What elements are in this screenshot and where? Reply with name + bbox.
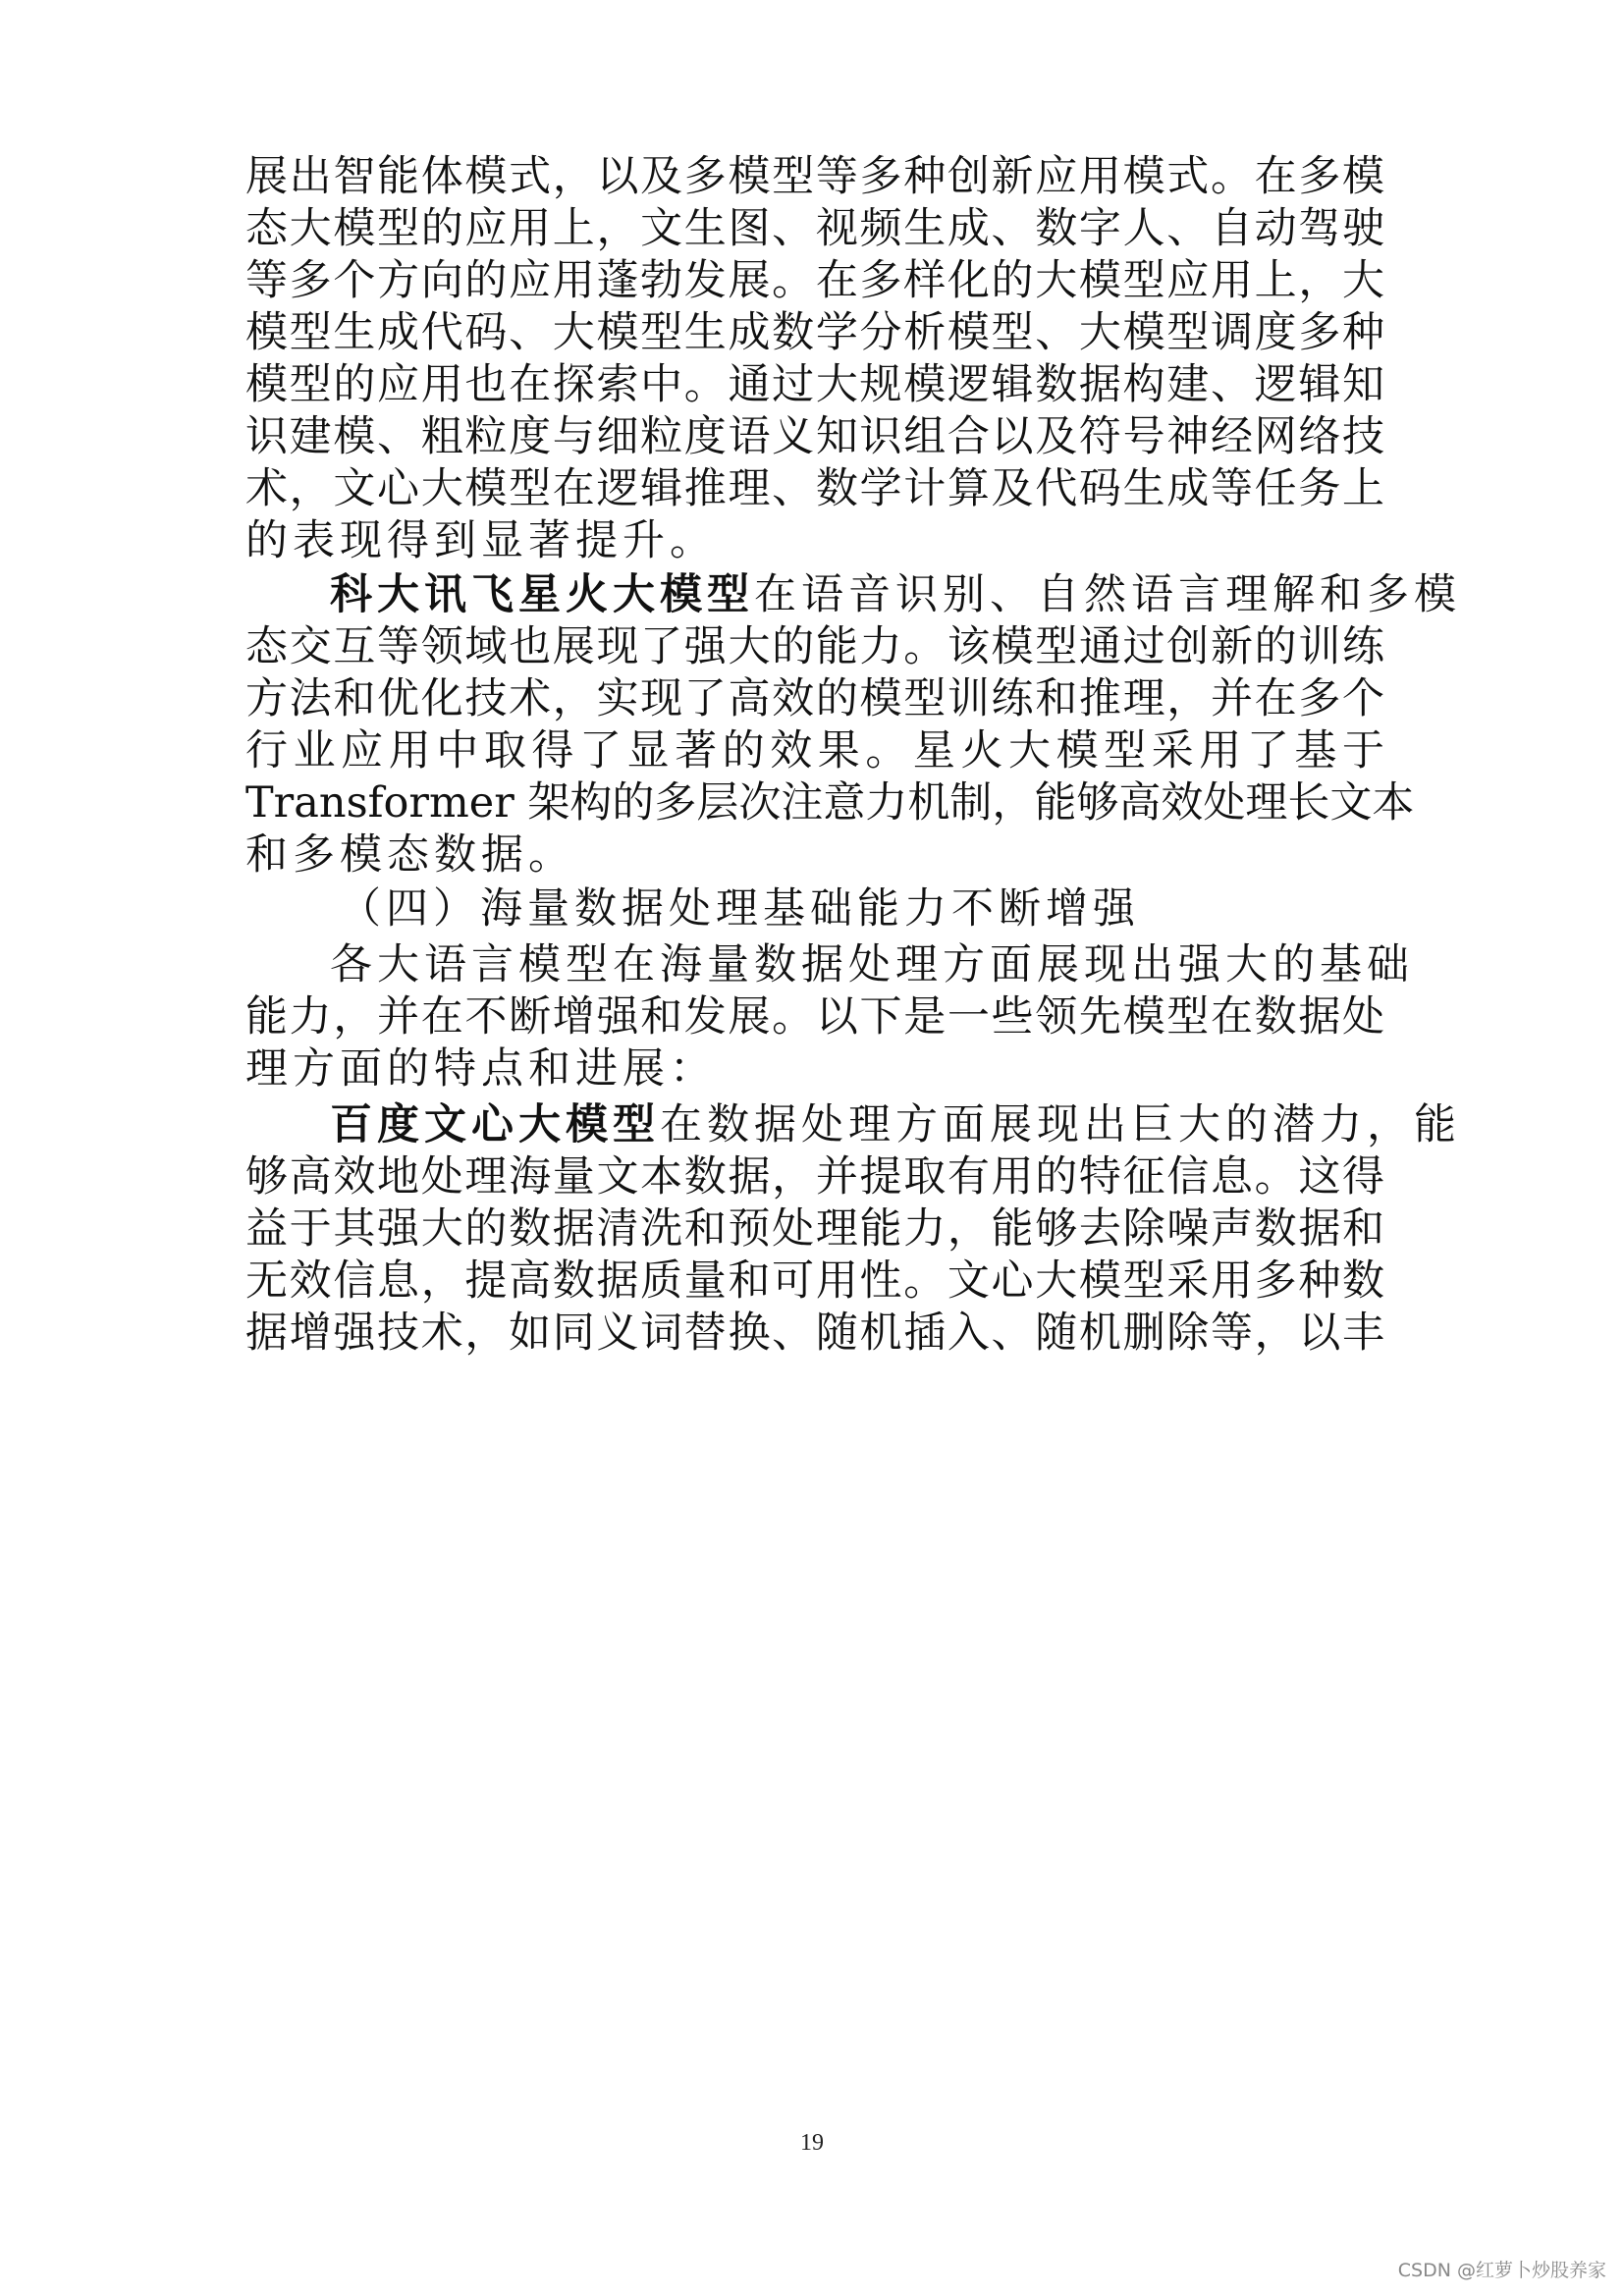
text-line: 模型的应用也在探索中。通过大规模逻辑数据构建、逻辑知 xyxy=(245,360,1384,409)
text-line: 能力，并在不断增强和发展。以下是一些领先模型在数据处 xyxy=(245,992,1384,1041)
text-line: Transformer 架构的多层次注意力机制，能够高效处理长文本 xyxy=(245,778,1415,828)
text-line: 和多模态数据。 xyxy=(245,830,575,880)
text-line: 术，文心大模型在逻辑推理、数学计算及代码生成等任务上 xyxy=(245,464,1384,513)
text-line: 等多个方向的应用蓬勃发展。在多样化的大模型应用上，大 xyxy=(245,256,1384,305)
text-line: 态交互等领域也展现了强大的能力。该模型通过创新的训练 xyxy=(245,622,1384,671)
text-line: 模型生成代码、大模型生成数学分析模型、大模型调度多种 xyxy=(245,308,1384,357)
bold-term: 科大讯飞星火大模型 xyxy=(330,570,754,619)
text-line: 展出智能体模式，以及多模型等多种创新应用模式。在多模 xyxy=(245,152,1384,201)
paragraph-start: 各大语言模型在海量数据处理方面展现出强大的基础 xyxy=(330,940,1414,989)
text-segment: 在数据处理方面展现出巨大的潜力，能 xyxy=(660,1100,1461,1149)
text-segment: 在语音识别、自然语言理解和多模 xyxy=(754,570,1461,619)
text-line: 行业应用中取得了显著的效果。星火大模型采用了基于 xyxy=(245,726,1384,775)
text-line: 方法和优化技术，实现了高效的模型训练和推理，并在多个 xyxy=(245,674,1384,723)
bold-term: 百度文心大模型 xyxy=(330,1100,660,1149)
text-line: 识建模、粗粒度与细粒度语义知识组合以及符号神经网络技 xyxy=(245,412,1384,461)
paragraph-start xyxy=(245,565,1461,624)
text-line: 理方面的特点和进展： xyxy=(245,1044,717,1094)
section-heading: （四）海量数据处理基础能力不断增强 xyxy=(339,884,1140,934)
text-line: 够高效地处理海量文本数据，并提取有用的特征信息。这得 xyxy=(245,1152,1384,1201)
text-line: 据增强技术，如同义词替换、随机插入、随机删除等，以丰 xyxy=(245,1308,1384,1358)
text-line: 的表现得到显著提升。 xyxy=(245,516,717,565)
text-line: 无效信息，提高数据质量和可用性。文心大模型采用多种数 xyxy=(245,1256,1384,1306)
page-number: 19 xyxy=(800,2130,824,2156)
text-line: 态大模型的应用上，文生图、视频生成、数字人、自动驾驶 xyxy=(245,204,1384,253)
text-line: 益于其强大的数据清洗和预处理能力，能够去除噪声数据和 xyxy=(245,1204,1384,1254)
paragraph-start xyxy=(245,1095,1461,1154)
csdn-watermark: CSDN @红萝卜炒股养家 xyxy=(1397,2260,1606,2281)
